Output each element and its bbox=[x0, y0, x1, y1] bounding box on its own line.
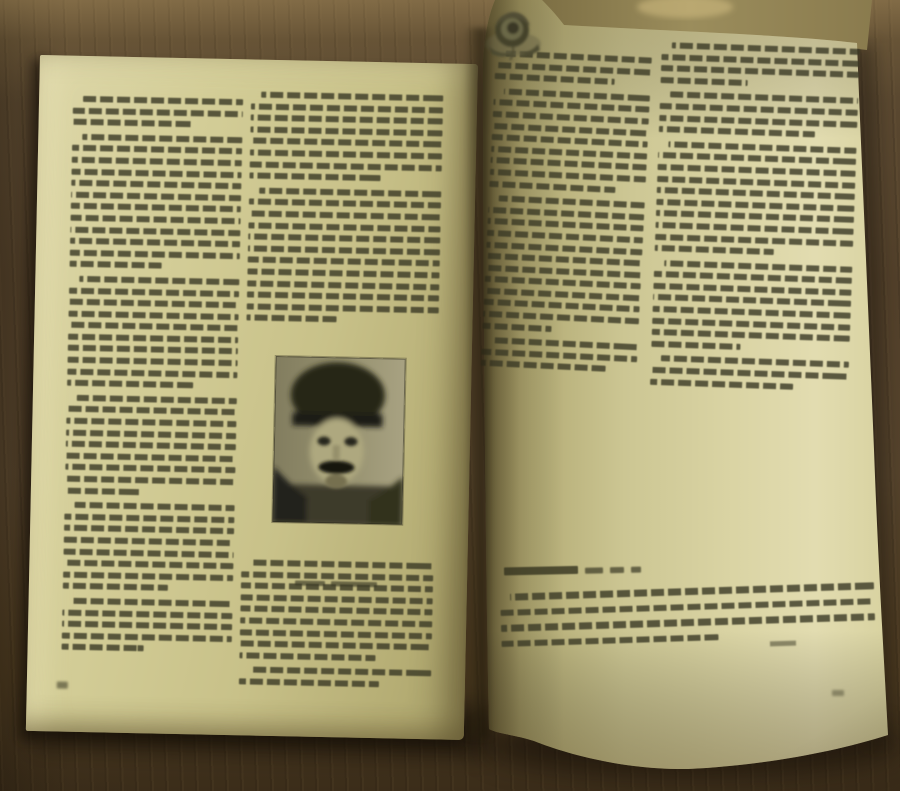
heading-word bbox=[631, 567, 641, 573]
text-line bbox=[492, 134, 648, 148]
text-line bbox=[249, 199, 441, 209]
text-line bbox=[486, 241, 642, 255]
text-line bbox=[500, 598, 874, 616]
closing-paragraph bbox=[500, 582, 876, 656]
text-line bbox=[71, 215, 241, 225]
text-line bbox=[656, 222, 854, 235]
text-line bbox=[63, 571, 233, 581]
text-line bbox=[490, 157, 646, 171]
text-line bbox=[658, 152, 856, 165]
text-line bbox=[488, 207, 644, 221]
text-line bbox=[71, 191, 241, 201]
text-line bbox=[66, 429, 236, 439]
text-line bbox=[655, 233, 853, 246]
text-line bbox=[249, 210, 441, 220]
text-line bbox=[246, 315, 336, 323]
text-line bbox=[65, 476, 235, 486]
text-line bbox=[487, 218, 643, 232]
text-line bbox=[657, 175, 855, 188]
text-line bbox=[71, 203, 241, 213]
text-line bbox=[652, 317, 850, 330]
text-line bbox=[251, 560, 433, 570]
text-line bbox=[241, 583, 433, 593]
text-line bbox=[485, 264, 641, 278]
text-line bbox=[64, 513, 234, 523]
text-line bbox=[62, 609, 232, 619]
text-line bbox=[261, 92, 443, 102]
text-line bbox=[68, 345, 238, 355]
text-line bbox=[492, 337, 638, 350]
text-line bbox=[484, 299, 640, 313]
text-line bbox=[70, 261, 162, 269]
text-line bbox=[66, 452, 236, 462]
text-line bbox=[69, 310, 239, 320]
text-line bbox=[650, 367, 848, 380]
text-line bbox=[72, 157, 242, 167]
text-line bbox=[250, 149, 442, 159]
text-line bbox=[661, 77, 748, 86]
text-line bbox=[250, 138, 442, 148]
text-line bbox=[659, 115, 857, 128]
text-line bbox=[248, 257, 440, 267]
text-line bbox=[67, 368, 237, 378]
text-line bbox=[68, 357, 238, 367]
text-line bbox=[653, 294, 851, 307]
text-line bbox=[492, 122, 648, 136]
text-line bbox=[70, 238, 240, 248]
text-line bbox=[63, 583, 168, 591]
text-line bbox=[62, 632, 232, 642]
text-line bbox=[67, 406, 237, 416]
text-line bbox=[69, 287, 239, 297]
text-line bbox=[660, 103, 858, 116]
text-line bbox=[504, 88, 650, 101]
left-page-column-1 bbox=[61, 96, 243, 659]
text-line bbox=[71, 180, 241, 190]
text-line bbox=[66, 418, 236, 428]
text-line bbox=[66, 441, 236, 451]
text-line bbox=[64, 537, 234, 547]
signature-mark bbox=[770, 641, 796, 647]
left-page-column-2-upper bbox=[246, 91, 443, 330]
right-page-column-1 bbox=[480, 50, 652, 379]
text-line bbox=[248, 234, 440, 244]
text-line bbox=[72, 145, 242, 155]
rose-illustration bbox=[480, 0, 546, 68]
text-line bbox=[73, 107, 243, 117]
right-page-column-2 bbox=[650, 42, 860, 397]
text-line bbox=[83, 96, 243, 105]
text-line bbox=[241, 594, 433, 604]
text-line bbox=[656, 210, 854, 223]
text-line bbox=[69, 299, 239, 309]
text-line bbox=[77, 395, 237, 404]
text-line bbox=[240, 606, 432, 616]
text-line bbox=[240, 629, 432, 639]
text-line bbox=[72, 168, 242, 178]
text-line bbox=[655, 245, 774, 255]
text-line bbox=[68, 322, 238, 332]
text-line bbox=[247, 280, 439, 290]
text-line bbox=[250, 126, 442, 136]
text-line bbox=[668, 141, 856, 154]
text-line bbox=[240, 640, 432, 650]
text-line bbox=[481, 348, 637, 362]
text-line bbox=[239, 652, 375, 661]
right-page-number bbox=[832, 690, 844, 696]
text-line bbox=[653, 306, 851, 319]
text-line bbox=[249, 173, 380, 182]
text-line bbox=[73, 598, 233, 607]
text-line bbox=[62, 621, 232, 631]
text-line bbox=[64, 525, 234, 535]
text-line bbox=[67, 380, 193, 389]
text-line bbox=[64, 548, 234, 558]
text-line bbox=[241, 571, 433, 581]
text-line bbox=[259, 187, 441, 197]
text-line bbox=[657, 187, 855, 200]
text-line bbox=[65, 464, 235, 474]
text-line bbox=[659, 126, 816, 137]
text-line bbox=[65, 487, 140, 495]
text-line bbox=[250, 161, 442, 171]
text-line bbox=[247, 303, 439, 313]
text-line bbox=[484, 288, 640, 302]
text-line bbox=[489, 180, 616, 192]
text-line bbox=[661, 356, 849, 369]
text-line bbox=[73, 119, 194, 128]
text-line bbox=[486, 253, 642, 267]
text-line bbox=[664, 260, 852, 273]
text-line bbox=[247, 291, 439, 301]
text-line bbox=[654, 271, 852, 284]
text-line bbox=[68, 334, 238, 344]
right-page bbox=[480, 0, 900, 791]
text-line bbox=[247, 268, 439, 278]
text-line bbox=[240, 617, 432, 627]
text-line bbox=[661, 54, 859, 67]
text-line bbox=[501, 613, 875, 631]
text-line bbox=[251, 115, 443, 125]
text-line bbox=[481, 360, 606, 372]
heading-word bbox=[610, 567, 624, 573]
portrait-photo bbox=[272, 356, 405, 525]
left-page-number bbox=[57, 681, 68, 688]
text-line bbox=[70, 226, 240, 236]
text-line bbox=[661, 65, 859, 78]
text-line bbox=[248, 245, 440, 255]
text-line bbox=[485, 276, 641, 290]
left-page bbox=[26, 55, 478, 740]
heading-bold-word bbox=[504, 566, 578, 576]
heading-word bbox=[585, 567, 603, 573]
text-line bbox=[82, 134, 242, 143]
text-line bbox=[491, 146, 647, 160]
text-line bbox=[658, 164, 856, 177]
text-line bbox=[239, 678, 379, 687]
text-line bbox=[493, 99, 649, 113]
text-line bbox=[62, 644, 144, 652]
text-line bbox=[70, 249, 240, 259]
text-line bbox=[251, 103, 443, 113]
text-line bbox=[249, 667, 431, 677]
text-line bbox=[487, 230, 643, 244]
text-line bbox=[670, 92, 858, 105]
text-line bbox=[651, 341, 740, 350]
text-line bbox=[79, 276, 239, 285]
text-line bbox=[482, 322, 551, 331]
text-line bbox=[653, 283, 851, 296]
text-line bbox=[499, 195, 645, 208]
text-line bbox=[656, 199, 854, 212]
left-page-column-2-lower bbox=[239, 559, 434, 694]
text-line bbox=[495, 73, 615, 85]
text-line bbox=[75, 502, 235, 511]
text-line bbox=[650, 378, 793, 389]
text-line bbox=[501, 634, 718, 647]
text-line bbox=[483, 311, 639, 325]
text-line bbox=[493, 111, 649, 125]
text-line bbox=[490, 169, 646, 183]
text-line bbox=[63, 560, 233, 570]
text-line bbox=[248, 222, 440, 232]
text-line bbox=[652, 329, 850, 342]
